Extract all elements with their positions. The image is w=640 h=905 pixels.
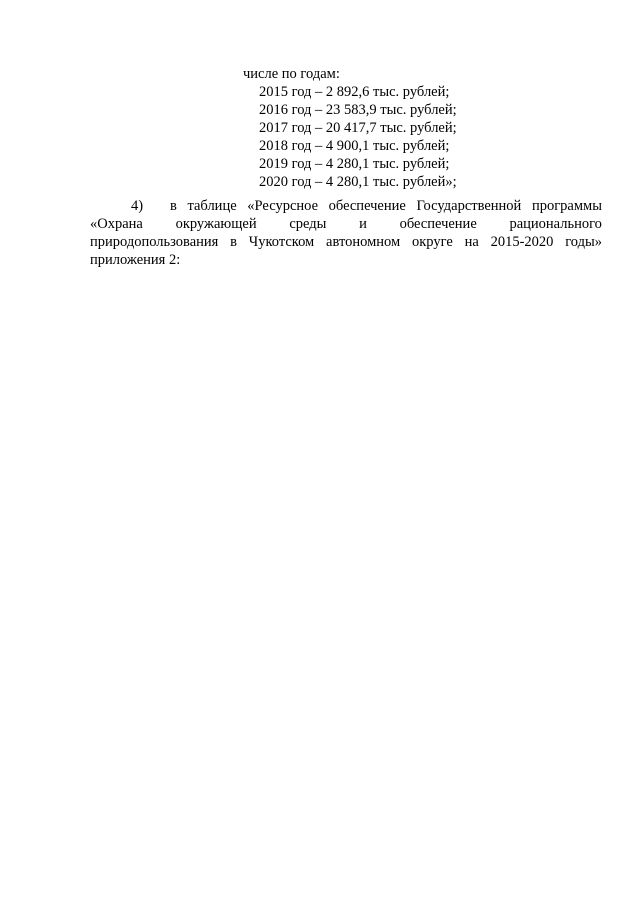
word: и [359, 216, 367, 232]
year-2020-line: 2020 год – 4 280,1 тыс. рублей»; [259, 174, 457, 190]
word: среды [289, 216, 327, 232]
word: обеспечение [399, 216, 477, 232]
item-number: 4) [131, 198, 144, 214]
year-2018-line: 2018 год – 4 900,1 тыс. рублей; [259, 138, 450, 154]
word: программы [531, 198, 602, 214]
word: обеспечение [328, 198, 406, 214]
item4-line-2 [90, 215, 602, 233]
word: Государственной [416, 198, 522, 214]
word: автономном [326, 234, 401, 250]
word: «Охрана [90, 216, 143, 232]
word: округе [411, 234, 453, 250]
word: 2015-2020 [490, 234, 554, 250]
word: годы» [565, 234, 602, 250]
item4-line-4: приложения 2: [90, 252, 181, 268]
year-2017-line: 2017 год – 20 417,7 тыс. рублей; [259, 120, 457, 136]
item4-line-1 [170, 197, 602, 215]
year-2015-line: 2015 год – 2 892,6 тыс. рублей; [259, 84, 450, 100]
word: таблице [187, 198, 237, 214]
word: «Ресурсное [247, 198, 319, 214]
word: в [230, 234, 237, 250]
word: рационального [509, 216, 602, 232]
word: в [170, 198, 177, 214]
year-2019-line: 2019 год – 4 280,1 тыс. рублей; [259, 156, 450, 172]
intro-line: числе по годам: [243, 66, 340, 82]
word: Чукотском [248, 234, 315, 250]
word: окружающей [175, 216, 257, 232]
year-2016-line: 2016 год – 23 583,9 тыс. рублей; [259, 102, 457, 118]
word: на [464, 234, 479, 250]
item4-line-3 [90, 233, 602, 251]
word: природопользования [90, 234, 219, 250]
